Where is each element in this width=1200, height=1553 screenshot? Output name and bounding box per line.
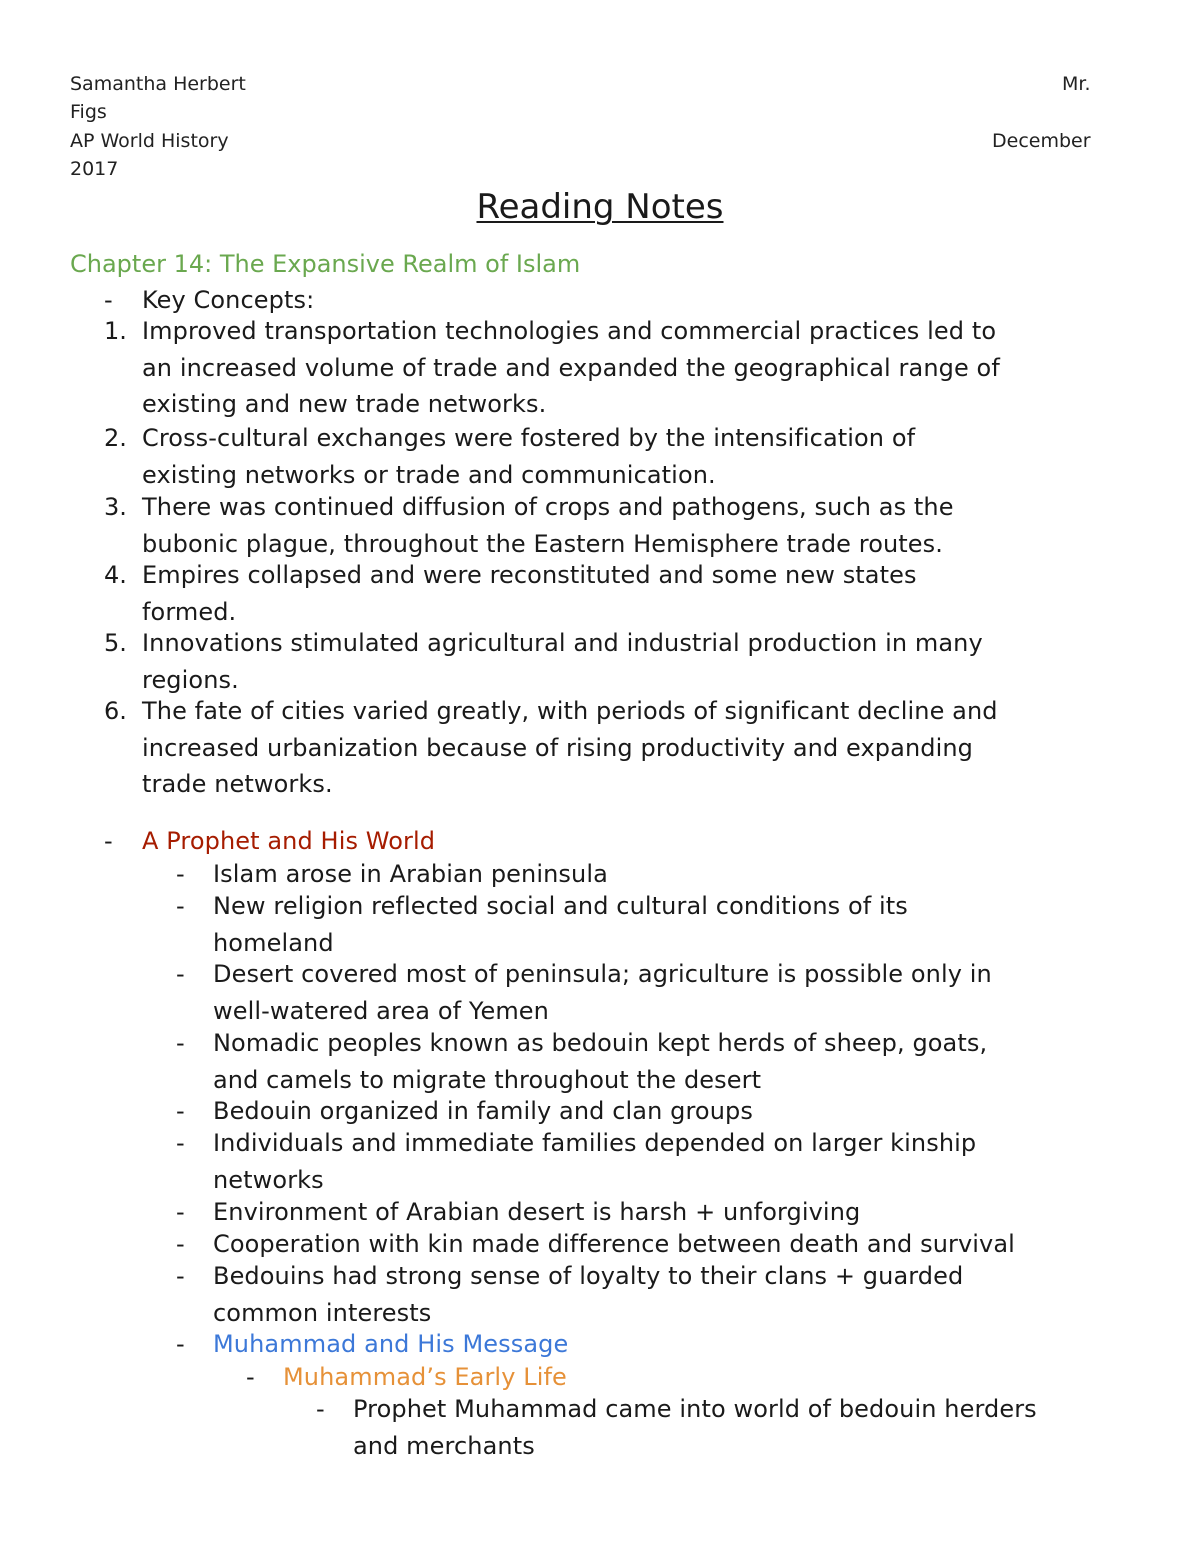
section-heading-text: Muhammad and His Message (213, 1330, 569, 1358)
dash-marker: - (246, 1363, 255, 1391)
bullet-line: Desert covered most of peninsula; agriculture is possible only in (213, 960, 992, 988)
dash-marker: - (316, 1395, 325, 1423)
concept-line: an increased volume of trade and expanded the geographical range of (142, 353, 1000, 382)
subsection-heading-text: Muhammad’s Early Life (283, 1363, 567, 1391)
bullet-line: well-watered area of Yemen (213, 996, 549, 1025)
bullet-item (176, 1025, 1166, 1098)
concept-line: existing networks or trade and communication. (142, 460, 716, 489)
bullet-line: Bedouin organized in family and clan groups (213, 1097, 753, 1125)
concept-line: formed. (142, 597, 237, 626)
bullet-item (176, 1258, 1166, 1331)
dash-marker: - (176, 1330, 185, 1358)
section-heading-prophet-world (104, 823, 1164, 860)
page-title-text: Reading Notes (476, 187, 724, 227)
student-name: Samantha Herbert (70, 73, 246, 95)
bullet-item (316, 1391, 1166, 1464)
bullet-line: common interests (213, 1298, 432, 1327)
bullet-line: networks (213, 1165, 324, 1194)
concept-line: There was continued diffusion of crops and pathogens, such as the (142, 493, 954, 521)
teacher-name-wrap: Figs (70, 101, 107, 123)
dash-marker: - (176, 1097, 185, 1125)
dash-marker: - (176, 1198, 185, 1226)
bullet-line: Islam arose in Arabian peninsula (213, 860, 608, 888)
bullet-line: and camels to migrate throughout the desert (213, 1065, 762, 1094)
list-number: 1. (104, 317, 127, 345)
concept-item-1 (104, 313, 1164, 423)
dash-marker: - (176, 1029, 185, 1057)
dash-marker: - (176, 1230, 185, 1258)
bullet-item (176, 956, 1166, 1029)
page-title (0, 185, 1200, 229)
list-number: 4. (104, 561, 127, 589)
concept-line: Cross-cultural exchanges were fostered by the intensification of (142, 424, 916, 452)
dash-marker: - (176, 892, 185, 920)
concept-item-6 (104, 693, 1164, 803)
section-heading-text: A Prophet and His World (142, 827, 436, 855)
list-number: 3. (104, 493, 127, 521)
concept-line: trade networks. (142, 770, 333, 798)
bullet-line: Nomadic peoples known as bedouin kept herds of sheep, goats, (213, 1029, 988, 1057)
concept-line: The fate of cities varied greatly, with periods of significant decline and (142, 697, 998, 725)
dash-marker: - (104, 827, 113, 855)
concept-item-3 (104, 489, 1164, 562)
dash-marker: - (104, 286, 113, 314)
list-number: 5. (104, 629, 127, 657)
concept-line: Innovations stimulated agricultural and industrial production in many (142, 629, 983, 657)
bullet-item (176, 888, 1166, 961)
bullet-line: Environment of Arabian desert is harsh + unforgiving (213, 1198, 861, 1226)
concept-line: increased urbanization because of rising productivity and expanding (142, 733, 973, 762)
date-month: December (992, 130, 1091, 152)
bullet-line: and merchants (353, 1431, 535, 1460)
bullet-line: homeland (213, 928, 334, 957)
date-year: 2017 (70, 158, 119, 180)
bullet-line: Bedouins had strong sense of loyalty to their clans + guarded (213, 1262, 964, 1290)
key-concepts-label: Key Concepts: (142, 286, 315, 314)
bullet-line: Prophet Muhammad came into world of bedouin herders (353, 1395, 1037, 1423)
dash-marker: - (176, 1129, 185, 1157)
concept-item-4 (104, 557, 1164, 630)
concept-line: Empires collapsed and were reconstituted and some new states (142, 561, 917, 589)
concept-item-5 (104, 625, 1164, 698)
dash-marker: - (176, 960, 185, 988)
concept-line: Improved transportation technologies and commercial practices led to (142, 317, 997, 345)
teacher-name-prefix: Mr. (1062, 73, 1091, 95)
bullet-item (176, 1125, 1166, 1198)
concept-item-2 (104, 420, 1164, 493)
section-heading-muhammad-message (176, 1326, 1166, 1363)
course-name: AP World History (70, 130, 229, 152)
chapter-heading: Chapter 14: The Expansive Realm of Islam (70, 250, 581, 278)
concept-line: existing and new trade networks. (142, 390, 547, 418)
bullet-line: Cooperation with kin made difference between death and survival (213, 1230, 1015, 1258)
concept-line: bubonic plague, throughout the Eastern Hemisphere trade routes. (142, 529, 943, 558)
list-number: 2. (104, 424, 127, 452)
bullet-line: New religion reflected social and cultural conditions of its (213, 892, 908, 920)
dash-marker: - (176, 860, 185, 888)
dash-marker: - (176, 1262, 185, 1290)
list-number: 6. (104, 697, 127, 725)
bullet-line: Individuals and immediate families depended on larger kinship (213, 1129, 977, 1157)
concept-line: regions. (142, 665, 239, 694)
